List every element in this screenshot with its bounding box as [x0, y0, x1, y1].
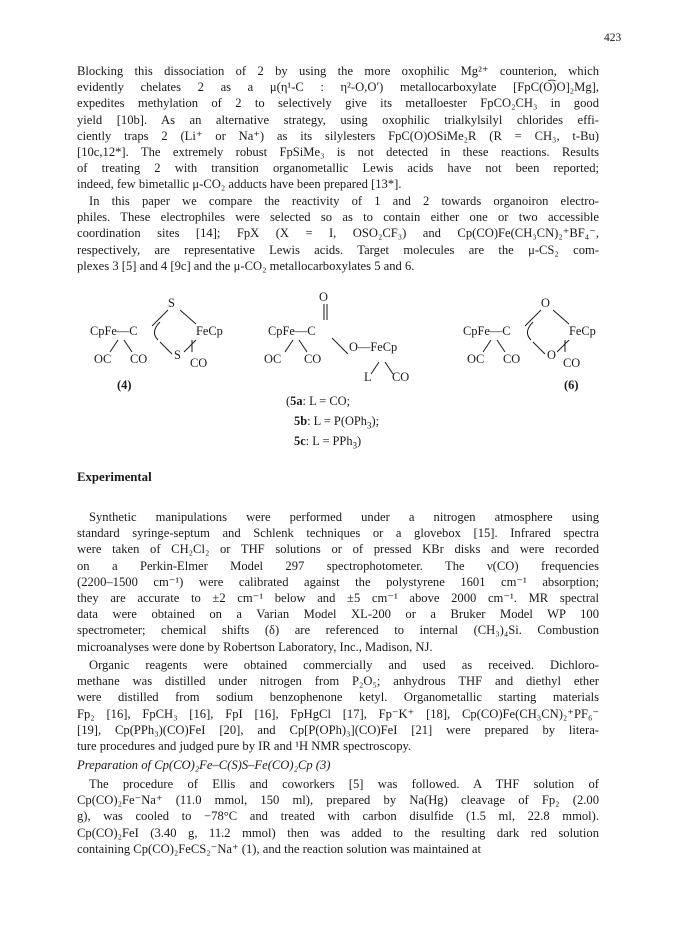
bond [553, 310, 569, 324]
ligand-l: L [364, 370, 372, 384]
ligand-co: CO [503, 352, 521, 366]
text-line: were distilled from sodium benzophenone ketyl. Organometallic starting materials [77, 690, 599, 705]
ligand-oc: OC [467, 352, 485, 366]
atom-o-fecp: O—FeCp [349, 340, 398, 354]
text-line: In this paper we compare the reactivity of 1 and 2 towards organoiron electro- [89, 194, 599, 208]
text-line: evidently chelates 2 as a μ(η¹-C : η²-O,O′) metallocarboxylate [FpC(O͡)O]₂Mg], [77, 80, 599, 95]
paragraph-5 [77, 776, 599, 857]
atom-fecp: FeCp [196, 324, 223, 338]
text-line: indeed, few bimetallic μ-CO₂ adducts have been prepared [13*]. [77, 177, 402, 192]
text-line: ciently traps 2 (Li⁺ or Na⁺) as its silylesters FpC(O)OSiMe₂R (R = CH₃, t-Bu) [77, 128, 599, 143]
paragraph-4 [77, 657, 599, 754]
bond [180, 310, 196, 324]
text-line: Cp(CO)₂FeI (3.40 g, 11.2 mmol) then was added to the resulting dark red solution [77, 825, 599, 840]
compound-label-5b: 5b: L = P(OPh$_3$); [294, 414, 380, 431]
compound-label-5c: 5c: L = PPh$_3$) [294, 434, 362, 451]
bond [154, 322, 160, 340]
bond [152, 310, 168, 326]
bond [483, 340, 491, 352]
text-line: The procedure of Ellis and coworkers [5] was followed. A THF solution of [89, 777, 599, 791]
text-line: microanalyses were done by Robertson Laboratory, Inc., Madison, NJ. [77, 639, 433, 654]
text-line: Cp(CO)₂Fe⁻Na⁺ (11.0 mmol, 150 ml), prepared by Na(Hg) cleavage of Fp₂ (2.00 [77, 793, 599, 808]
text-line: (2200–1500 cm⁻¹) were calibrated against the polystyrene 1601 cm⁻¹ absorption; [77, 574, 599, 589]
text-line: philes. These electrophiles were selected so as to contain either one or two accessible [77, 210, 599, 225]
bond [285, 340, 293, 352]
compound-label-4: (4) [117, 378, 132, 392]
bond [371, 362, 379, 374]
ligand-oc: OC [94, 352, 112, 366]
bond [160, 342, 172, 354]
atom-o-top: O [541, 296, 550, 310]
text-line: methane was distilled under nitrogen from P₂O₅; anhydrous THF and diethyl ether [77, 674, 599, 689]
text-line: Synthetic manipulations were performed under a nitrogen atmosphere using [89, 510, 599, 524]
ligand-co: CO [130, 352, 148, 366]
text-line: of treating 2 with transition organometallic Lewis acids have not been reported; [77, 161, 599, 176]
bond [497, 340, 505, 352]
text-line: they are accurate to ±2 cm⁻¹ below and ±5 cm⁻¹ above 2000 cm⁻¹. MR spectral [77, 591, 599, 606]
text-line: Blocking this dissociation of 2 by using the more oxophilic Mg²⁺ counterion, which [77, 64, 599, 78]
atom-s-bottom: S [174, 348, 181, 362]
text-line: g), was cooled to −78°C and treated with carbon disulfide (1.5 ml, 22.8 mmol). [77, 809, 599, 824]
atom-cpfe-c: CpFe—C [268, 324, 316, 338]
text-line: [10c,12*]. The extremely robust FpSiMe₃ is not detected in these reactions. Results [77, 145, 599, 160]
bond [184, 340, 196, 352]
bond [124, 340, 132, 352]
subsection-heading-preparation: Preparation of Cp(CO)₂Fe–C(S)S–Fe(CO)₂Cp (3) [77, 758, 331, 772]
ligand-co: CO [304, 352, 322, 366]
text-line: yield [10b]. As an alternative strategy, using oxophilic trialkylsilyl chlorides effi- [77, 112, 599, 127]
section-heading-experimental: Experimental [77, 470, 152, 484]
ligand-co: CO [392, 370, 410, 384]
text-line: coordination sites [14]; FpX (X = I, OSO₂CF₃) and Cp(CO)Fe(CH₃CN)₂⁺BF₄⁻, [77, 226, 599, 241]
bond [299, 340, 307, 352]
ligand-oc: OC [264, 352, 282, 366]
text-line: Fp₂ [16], FpCH₃ [16], FpI [16], FpHgCl [17], Fp⁻K⁺ [18], Cp(CO)Fe(CH₃CN)₂⁺PF₆⁻ [77, 706, 599, 721]
text-line: on a Perkin-Elmer Model 297 spectrophotometer. The ν(CO) frequencies [77, 558, 599, 573]
text-line: [19], Cp(PPh₃)(CO)FeI [20], and Cp[P(OPh)₃](CO)FeI [21] were prepared by litera- [77, 722, 599, 737]
text-line: ture procedures and judged pure by IR and ¹H NMR spectroscopy. [77, 739, 412, 754]
page-number: 423 [604, 32, 622, 44]
ligand-co: CO [190, 356, 208, 370]
text-line: containing Cp(CO)₂FeCS₂⁻Na⁺ (1), and the reaction solution was maintained at [77, 841, 482, 856]
compound-label-5a: (5a: L = CO; [286, 394, 351, 408]
bond [557, 340, 569, 352]
compound-label-6: (6) [564, 378, 579, 392]
text-line: standard syringe-septum and Schlenk techniques or a glovebox [15]. Infrared spectra [77, 526, 599, 541]
text-line: respectively, are representative Lewis acids. Target molecules are the μ-CS₂ com- [77, 242, 599, 257]
bond [527, 322, 533, 340]
bond [110, 340, 118, 352]
atom-o-bottom: O [547, 348, 556, 362]
text-line: were taken of CH₂Cl₂ or THF solutions or of pressed KBr disks and were recorded [77, 542, 599, 557]
text-line: plexes 3 [5] and 4 [9c] and the μ-CO₂ metallocarboxylates 5 and 6. [77, 258, 415, 273]
atom-cpfe-c: CpFe—C [463, 324, 511, 338]
atom-s-top: S [168, 296, 175, 310]
text-line: expedites methylation of 2 to selectively give its metalloester FpCO₂CH₃ in good [77, 96, 599, 111]
paragraph-3 [77, 509, 599, 655]
bond [525, 310, 541, 326]
text-line: data were obtained on a Varian Model XL-200 or a Bruker Model WP 100 [77, 607, 599, 622]
atom-cpfe-c: CpFe—C [90, 324, 138, 338]
atom-fecp: FeCp [569, 324, 596, 338]
atom-o-top: O [319, 290, 328, 304]
bond [533, 342, 545, 354]
ligand-co: CO [563, 356, 581, 370]
bond [332, 338, 348, 354]
text-line: spectrometer; chemical shifts (δ) are referenced to internal (CH₃)₄Si. Combustion [77, 623, 599, 638]
text-line: Organic reagents were obtained commercially and used as received. Dichloro- [89, 658, 599, 672]
